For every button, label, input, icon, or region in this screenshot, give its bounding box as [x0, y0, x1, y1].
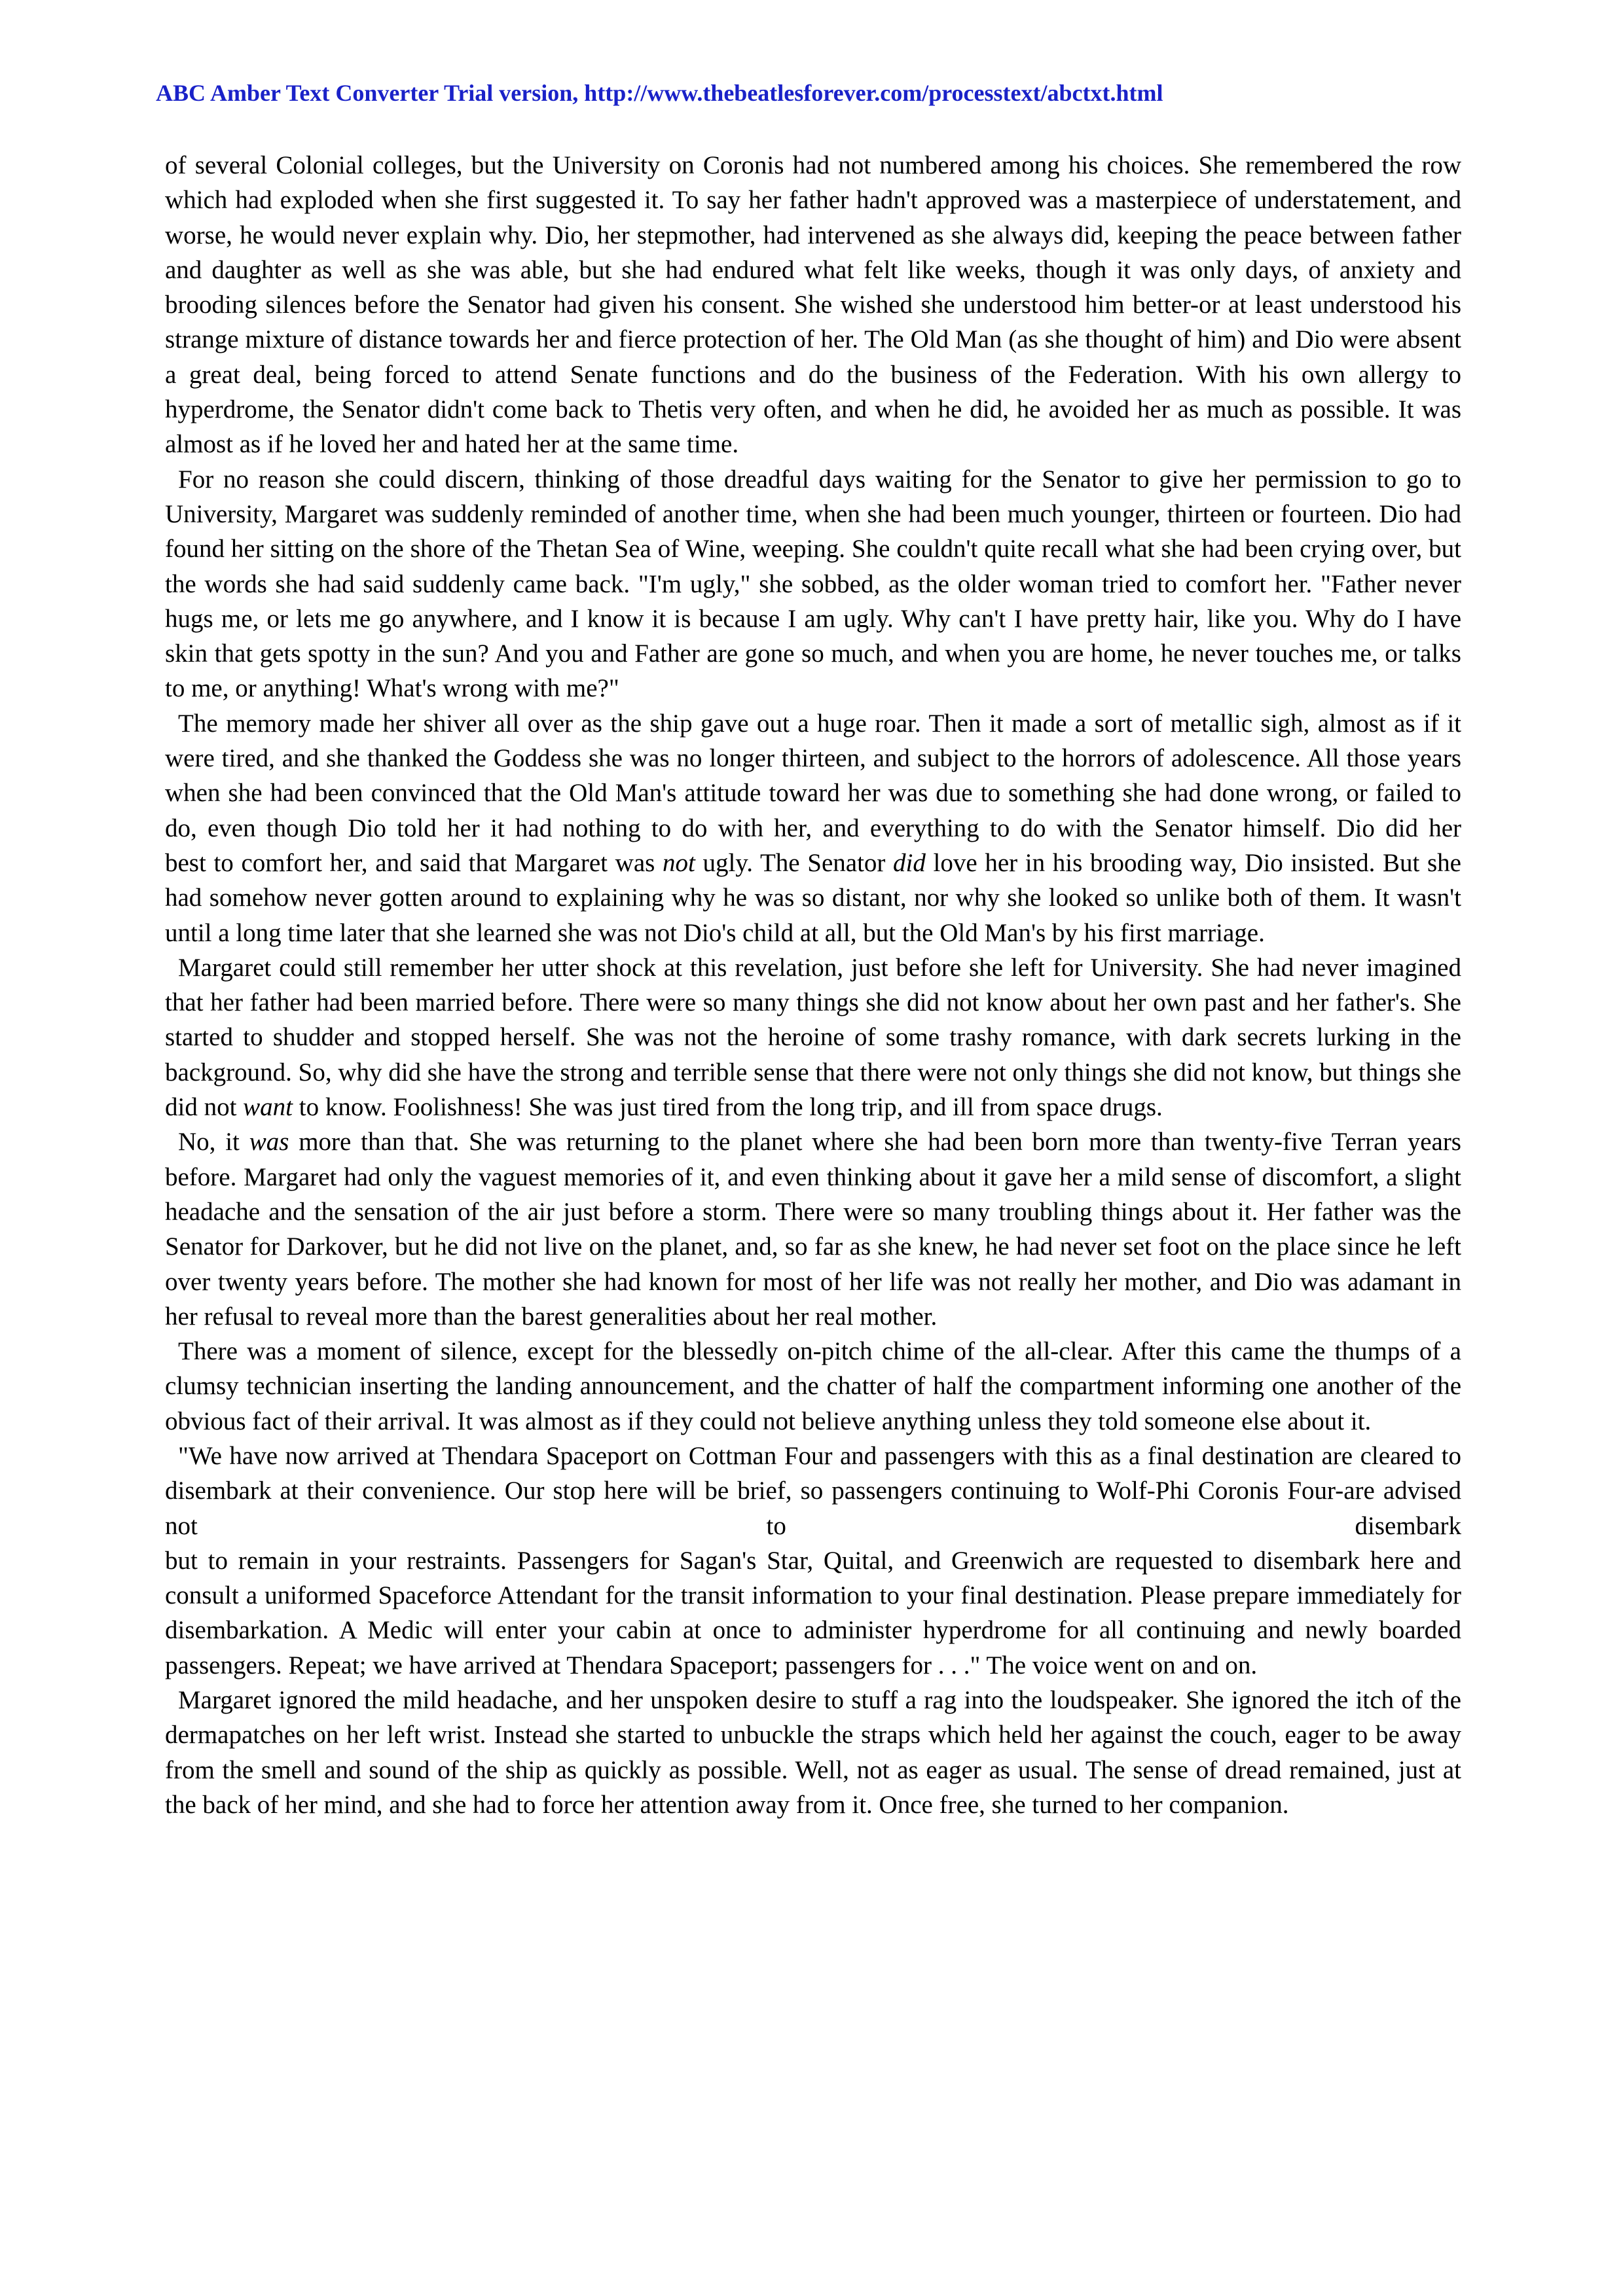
text-segment: love her in his brooding way, Dio insisted. But she had somehow never gotten around to explaining why he was so distant, nor why she looked so unlike both of them. It wasn't until a long time later that she learned she was not Dio's child at all, but the Old Man's by his first marriage.	[165, 848, 1461, 947]
trial-version-header: ABC Amber Text Converter Trial version, http://www.thebeatlesforever.com/processtext/abctxt.html	[156, 80, 1163, 106]
text-segment: The memory made her shiver all over as the ship gave out a huge roar. Then it made a sort of metallic sigh, almost as if it were tired, and she thanked the Goddess she was no longer thirteen, and subject to the horrors of adolescence. All those years when she had been convinced that the Old Man's attitude toward her was due to something she had done wrong, or failed to do, even though Dio told her it had nothing to do with her, and everything to do with the Senator himself. Dio did her	[165, 709, 1461, 842]
italic-segment: did	[893, 848, 926, 877]
paragraph-p3	[165, 706, 1461, 846]
paragraph-p8	[165, 1439, 1461, 1543]
body-text	[165, 148, 1461, 1822]
italic-segment: not	[662, 848, 695, 877]
text-segment: best to comfort her, and said that Margaret was	[165, 848, 663, 877]
text-segment: more than that. She was returning to the planet where she had been born more than twenty-five Terran years before. Margaret had only the vaguest memories of it, and even thinking about it gave her a mild sense of discomfort, a slight headache and the sensation of the air just before a storm. There were so many troubling things about it. Her father was the Senator for Darkover, but he did not live on the planet, and, so far as she knew, he had never set foot on the place since he left over twenty years before. The mother she had known for most of her life was not really her mother, and Dio was adamant in her refusal to reveal more than the barest generalities about her real mother.	[165, 1128, 1461, 1331]
text-segment: "We have now arrived at Thendara Spaceport on Cottman Four and passengers with this as a final destination are cleared to disembark at their convenience. Our stop here will be brief, so passengers continuing to Wolf-Phi Coronis Four-are advised not to disembark	[165, 1441, 1461, 1540]
text-segment: No, it	[178, 1128, 249, 1157]
paragraph-p5	[165, 950, 1461, 1124]
text-segment: ugly. The Senator	[695, 848, 894, 877]
paragraph-p1	[165, 148, 1461, 462]
paragraph-p9	[165, 1543, 1461, 1683]
paragraph-p4	[165, 846, 1461, 950]
paragraph-p7	[165, 1334, 1461, 1439]
text-segment: For no reason she could discern, thinking of those dreadful days waiting for the Senator to give her permission to go to University, Margaret was suddenly reminded of another time, when she had been much younger, thirteen or fourteen. Dio had found her sitting on the shore of the Thetan Sea of Wine, weeping. She couldn't quite recall what she had been crying over, but the words she had said suddenly came back. "I'm ugly," she sobbed, as the older woman tried to comfort her. "Father never hugs me, or lets me go anywhere, and I know it is because I am ugly. Why can't I have pretty hair, like you. Why do I have skin that gets spotty in the sun? And you and Father are gone so much, and when you are home, he never touches me, or talks to me, or anything! What's wrong with me?"	[165, 465, 1461, 703]
paragraph-p2	[165, 462, 1461, 706]
text-segment: Margaret could still remember her utter shock at this revelation, just before she left for University. She had never imagined that her father had been married before. There were so many things she did not know about her own past and her father's. She started to shudder and stopped herself. She was not the heroine of some trashy romance, with dark secrets lurking in the background. So, why did she have the strong and terrible sense that there were not only things she did not know, but things she did not	[165, 953, 1461, 1122]
text-segment: There was a moment of silence, except for the blessedly on-pitch chime of the all-clear. After this came the thumps of a clumsy technician inserting the landing announcement, and the chatter of half the compartment informing one another of the obvious fact of their arrival. It was almost as if they could not believe anything unless they told someone else about it.	[165, 1337, 1461, 1435]
text-segment: Margaret ignored the mild headache, and her unspoken desire to stuff a rag into the loudspeaker. She ignored the itch of the dermapatches on her left wrist. Instead she started to unbuckle the straps which held her against the couch, eager to be away from the smell and sound of the ship as quickly as possible. Well, not as eager as usual. The sense of dread remained, just at the back of her mind, and she had to force her attention away from it. Once free, she turned to her companion.	[165, 1686, 1461, 1819]
paragraph-p6	[165, 1124, 1461, 1334]
text-segment: of several Colonial colleges, but the University on Coronis had not numbered among his choices. She remembered the row which had exploded when she first suggested it. To say her father hadn't approved was a masterpiece of understatement, and worse, he would never explain why. Dio, her stepmother, had intervened as she always did, keeping the peace between father and daughter as well as she was able, but she had endured what felt like weeks, though it was only days, of anxiety and brooding silences before the Senator had given his consent. She wished she understood him better-or at least understood his strange mixture of distance towards her and fierce protection of her. The Old Man (as she thought of him) and Dio were absent a great deal, being forced to attend Senate functions and do the business of the Federation. With his own allergy to hyperdrome, the Senator didn't come back to Thetis very often, and when he did, he avoided her as much as possible. It was almost as if he loved her and hated her at the same time.	[165, 151, 1461, 459]
paragraph-p10	[165, 1683, 1461, 1822]
text-segment: to know. Foolishness! She was just tired from the long trip, and ill from space drugs.	[293, 1093, 1163, 1122]
italic-segment: was	[249, 1128, 289, 1157]
italic-segment: want	[243, 1093, 293, 1122]
text-segment: but to remain in your restraints. Passengers for Sagan's Star, Quital, and Greenwich are requested to disembark here and consult a uniformed Spaceforce Attendant for the transit information to your final destination. Please prepare immediately for disembarkation. A Medic will enter your cabin at once to administer hyperdrome for all continuing and newly boarded passengers. Repeat; we have arrived at Thendara Spaceport; passengers for . . ." The voice went on and on.	[165, 1546, 1461, 1679]
